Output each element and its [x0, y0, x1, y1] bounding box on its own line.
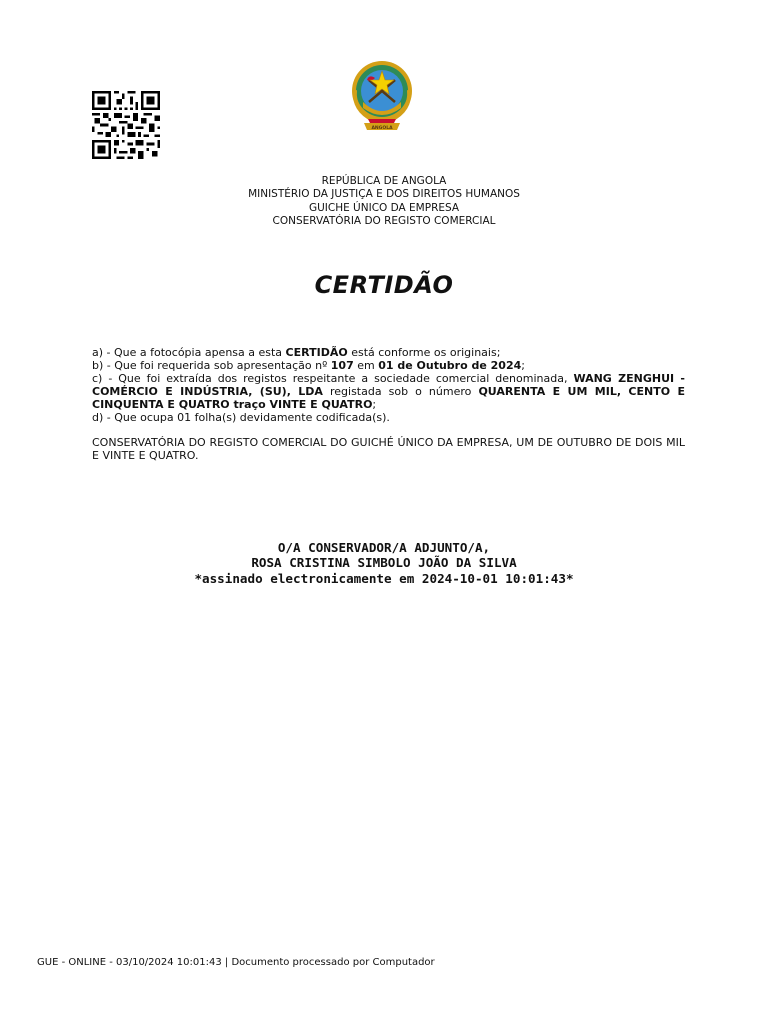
item-a-prefix: a) - Que a fotocópia apensa a esta [92, 346, 286, 359]
item-c-prefix: c) - Que foi extraída dos registos respeitante a sociedade comercial denominada, [92, 371, 574, 385]
signature-role: O/A CONSERVADOR/A ADJUNTO/A, [277, 540, 491, 555]
item-c-reg-number: QUARENTA E UM MIL, CENTO E CINQUENTA E QUATRO traço VINTE E QUATRO [92, 384, 685, 411]
item-c-suffix: ; [372, 397, 377, 411]
coat-of-arms-emblem [349, 60, 415, 132]
item-b-date: 01 de Outubro de 2024 [378, 358, 522, 372]
item-c-middle: registada sob o número [322, 384, 479, 398]
header-registry: CONSERVATÓRIA DO REGISTO COMERCIAL [272, 214, 496, 227]
header-office: GUICHE ÚNICO DA EMPRESA [308, 201, 460, 214]
page-footer: GUE - ONLINE - 03/10/2024 10:01:43 | Documento processado por Computador [37, 957, 435, 968]
signature-signed: *assinado electronicamente em 2024-10-01 10:01:43* [194, 570, 574, 586]
item-a-suffix: está conforme os originais; [347, 346, 501, 359]
item-d: d) - Que ocupa 01 folha(s) devidamente codificada(s). [92, 410, 390, 424]
item-c [92, 373, 685, 412]
signature-name: ROSA CRISTINA SIMBOLO JOÃO DA SILVA [251, 555, 517, 571]
emblem-motto: ANGOLA [371, 126, 393, 131]
document-title: CERTIDÃO [314, 271, 454, 299]
document-header [0, 175, 768, 228]
item-b-suffix: ; [521, 358, 525, 372]
closing-paragraph: CONSERVATÓRIA DO REGISTO COMERCIAL DO GUICHÉ ÚNICO DA EMPRESA, UM DE OUTUBRO DE DOIS MIL E VINTE E QUATRO. [92, 436, 685, 463]
certificate-body [92, 347, 685, 463]
item-b-prefix: b) - Que foi requerida sob apresentação nº [92, 358, 331, 372]
qr-code [91, 91, 161, 159]
header-ministry: MINISTÉRIO DA JUSTIÇA E DOS DIREITOS HUMANOS [248, 188, 520, 201]
header-republic: REPÚBLICA DE ANGOLA [321, 175, 447, 187]
item-a-bold: CERTIDÃO [285, 346, 348, 359]
item-b-number: 107 [330, 358, 354, 372]
item-c-company: WANG ZENGHUI - COMÉRCIO E INDÚSTRIA, (SU), LDA [92, 371, 685, 398]
item-b-middle: em [353, 358, 379, 372]
signature-block [0, 540, 768, 586]
